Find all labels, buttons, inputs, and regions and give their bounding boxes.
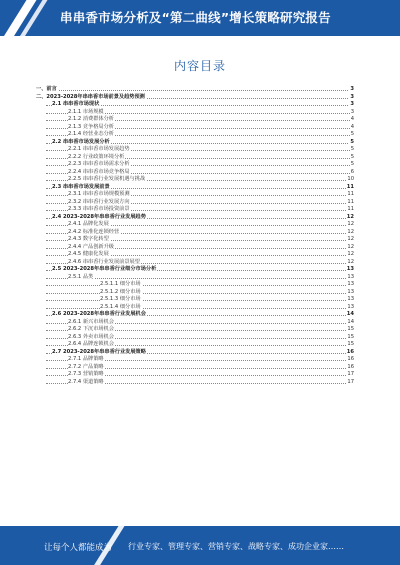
- toc-entry-page: 17: [347, 378, 354, 385]
- toc-entry-page: 5: [350, 138, 354, 145]
- toc-entry-page: 15: [347, 341, 354, 347]
- toc-entry-label: 2.2.5 串串香行业发展机遇与挑战: [68, 176, 146, 182]
- toc-entry-page: 12: [347, 258, 354, 265]
- toc-entry[interactable]: [36, 251, 354, 259]
- toc-entry-page: 11: [347, 198, 354, 205]
- toc-entry-label: 2.3 串串香市场发展前景: [52, 183, 110, 190]
- toc-entry-label: 2.4.6 串串香行业发展前景展望: [68, 258, 140, 265]
- toc-entry-page: 13: [347, 303, 354, 310]
- toc-entry-page: 11: [347, 191, 354, 197]
- toc-entry-page: 5: [350, 153, 354, 160]
- toc-entry-page: 16: [347, 356, 354, 362]
- footer-slogan-right: 行业专家、管理专家、营销专家、战略专家、成功企业家……: [128, 542, 344, 551]
- toc-entry-page: 15: [347, 326, 354, 332]
- toc-leader-dots: [46, 90, 350, 91]
- toc-entry[interactable]: [36, 259, 354, 267]
- toc-entry-label: 二、2023-2028年串串香市场前景及趋势预测: [36, 93, 145, 100]
- toc-entry-label: 2.5.1.4 细分市场: [100, 303, 141, 310]
- toc-entry-page: 16: [347, 363, 354, 370]
- toc-heading: 内容目录: [173, 59, 226, 73]
- toc-entry[interactable]: [36, 379, 354, 387]
- toc-entry-label: 2.1 串串香市场现状: [52, 101, 100, 107]
- toc-entry-page: 12: [346, 213, 354, 220]
- toc-leader-dots: [46, 293, 350, 294]
- toc-entry[interactable]: [36, 101, 354, 109]
- toc-entry[interactable]: [36, 341, 354, 349]
- toc-entry-label: 2.5.1.1 细分市场: [100, 281, 141, 287]
- toc-entry-page: 4: [350, 123, 354, 130]
- toc-entry[interactable]: [36, 236, 354, 244]
- toc-entry[interactable]: [36, 311, 354, 319]
- page-footer: [0, 526, 400, 565]
- toc-entry-page: 13: [346, 266, 354, 272]
- toc-entry[interactable]: [36, 124, 354, 132]
- toc-entry[interactable]: [36, 86, 354, 94]
- toc-leader-dots: [46, 300, 350, 301]
- toc-entry[interactable]: [36, 334, 354, 342]
- toc-entry[interactable]: [36, 94, 354, 102]
- toc-entry-label: 2.7.1 品牌策略: [68, 356, 104, 362]
- toc-entry-label: 2.2.1 串串香市场发展趋势: [68, 146, 130, 152]
- toc-entry[interactable]: [36, 371, 354, 379]
- toc-entry-label: 2.4.2 标准化连锁经营: [68, 228, 120, 235]
- toc-entry[interactable]: [36, 176, 354, 184]
- toc-entry-label: 2.4.4 产品创新升级: [68, 243, 114, 250]
- toc-entry-page: 6: [350, 168, 354, 175]
- header-decor-stripe: [0, 0, 43, 36]
- toc-entry-label: 2.4.3 数字化转型: [68, 236, 109, 242]
- toc-entry-page: 13: [347, 273, 354, 280]
- toc-entry[interactable]: [36, 116, 354, 124]
- toc-entry-label: 2.7.3 营销策略: [68, 371, 104, 377]
- toc-entry-label: 2.5 2023-2028年串串香行业细分市场分析: [52, 266, 157, 272]
- toc-entry-page: 12: [347, 251, 354, 257]
- toc-entry-label: 2.1.1 市场规模: [68, 108, 104, 115]
- toc-entry[interactable]: [36, 281, 354, 289]
- toc-entry-label: 2.2.3 串串香市场需求分析: [68, 161, 130, 167]
- toc-entry[interactable]: [36, 266, 354, 274]
- toc-entry-label: 2.1.2 消费群体分析: [68, 116, 114, 122]
- toc-entry[interactable]: [36, 296, 354, 304]
- toc-entry-page: 3: [350, 86, 354, 92]
- toc-entry-label: 2.6.4 品牌连锁机会: [68, 341, 114, 347]
- toc-entry-label: 2.2.4 串串香市场竞争格局: [68, 168, 130, 175]
- toc-entry-page: 3: [350, 108, 354, 115]
- toc-entry-label: 2.1.4 经营业态分析: [68, 131, 114, 137]
- toc-entry-label: 2.5.1.2 细分市场: [100, 288, 141, 295]
- toc-entry[interactable]: [36, 199, 354, 207]
- toc-entry-page: 12: [347, 243, 354, 250]
- toc-entry-label: 2.7.4 渠道策略: [68, 378, 104, 385]
- toc-entry-label: 2.6.3 外卖市场机会: [68, 333, 114, 340]
- toc-entry-page: 11: [347, 206, 354, 212]
- toc-entry-label: 2.4.1 品牌化发展: [68, 221, 109, 227]
- toc-entry-page: 13: [347, 288, 354, 295]
- toc-entry[interactable]: [36, 109, 354, 117]
- toc-entry[interactable]: [36, 289, 354, 297]
- toc-entry[interactable]: [36, 326, 354, 334]
- toc-entry-page: 5: [350, 131, 354, 137]
- toc-entry[interactable]: [36, 154, 354, 162]
- toc-entry[interactable]: [36, 169, 354, 177]
- toc-entry[interactable]: [36, 184, 354, 192]
- table-of-contents: [36, 86, 354, 386]
- toc-entry-page: 12: [347, 228, 354, 235]
- toc-entry-label: 2.3.1 串串香市场规模预测: [68, 191, 130, 197]
- toc-leader-dots: [46, 285, 350, 286]
- toc-entry-page: 12: [347, 221, 354, 227]
- toc-entry[interactable]: [36, 161, 354, 169]
- toc-entry-page: 3: [350, 93, 354, 100]
- toc-entry[interactable]: [36, 131, 354, 139]
- toc-entry-page: 15: [347, 333, 354, 340]
- toc-entry[interactable]: [36, 319, 354, 327]
- toc-entry[interactable]: [36, 244, 354, 252]
- toc-entry-label: 2.2 串串香市场发展分析: [52, 138, 110, 145]
- toc-entry-label: 2.1.3 竞争格局分析: [68, 123, 114, 130]
- toc-entry[interactable]: [36, 206, 354, 214]
- toc-entry-page: 3: [350, 101, 354, 107]
- toc-entry[interactable]: [36, 221, 354, 229]
- toc-entry[interactable]: [36, 146, 354, 154]
- toc-entry-label: 2.6 2023-2028年串串香行业发展机会: [52, 311, 146, 317]
- toc-entry-label: 2.3.2 串串香行业发展方向: [68, 198, 130, 205]
- report-title: 串串香市场分析及“第二曲线”增长策略研究报告: [60, 10, 331, 25]
- toc-entry[interactable]: [36, 191, 354, 199]
- toc-entry-page: 14: [346, 311, 354, 317]
- toc-entry[interactable]: [36, 214, 354, 222]
- toc-entry[interactable]: [36, 139, 354, 147]
- toc-entry-label: 一、前言: [36, 86, 57, 92]
- footer-slogan-left: 让每个人都能成为: [44, 543, 113, 553]
- toc-entry-label: 2.7 2023-2028年串串香行业发展策略: [52, 348, 146, 355]
- toc-entry[interactable]: [36, 274, 354, 282]
- toc-entry-label: 2.4 2023-2028年串串香行业发展趋势: [52, 213, 146, 220]
- toc-entry-page: 12: [347, 236, 354, 242]
- toc-entry-label: 2.5.1.3 细分市场: [100, 296, 141, 302]
- toc-entry-page: 13: [347, 296, 354, 302]
- toc-entry[interactable]: [36, 364, 354, 372]
- toc-entry[interactable]: [36, 304, 354, 312]
- toc-leader-dots: [46, 308, 350, 309]
- toc-entry-label: 2.7.2 产品策略: [68, 363, 104, 370]
- toc-entry-label: 2.4.5 健康化发展: [68, 251, 109, 257]
- toc-entry-label: 2.6.2 下沉市场机会: [68, 326, 114, 332]
- toc-entry-page: 13: [347, 281, 354, 287]
- toc-entry-page: 5: [350, 161, 354, 167]
- toc-entry-page: 4: [350, 116, 354, 122]
- toc-entry-page: 10: [347, 176, 354, 182]
- toc-entry[interactable]: [36, 356, 354, 364]
- toc-entry[interactable]: [36, 229, 354, 237]
- toc-entry[interactable]: [36, 349, 354, 357]
- toc-entry-label: 2.2.2 行业政策环境分析: [68, 153, 125, 160]
- toc-entry-page: 17: [347, 371, 354, 377]
- page-header: [0, 0, 400, 36]
- toc-entry-label: 2.3.3 串串香市场投资前景: [68, 206, 130, 212]
- toc-entry-page: 5: [350, 146, 354, 152]
- toc-entry-page: 16: [346, 348, 354, 355]
- toc-entry-page: 11: [346, 183, 354, 190]
- toc-entry-page: 14: [347, 318, 354, 325]
- toc-entry-label: 2.6.1 新兴市场机会: [68, 318, 114, 325]
- toc-entry-label: 2.5.1 品类: [68, 273, 94, 280]
